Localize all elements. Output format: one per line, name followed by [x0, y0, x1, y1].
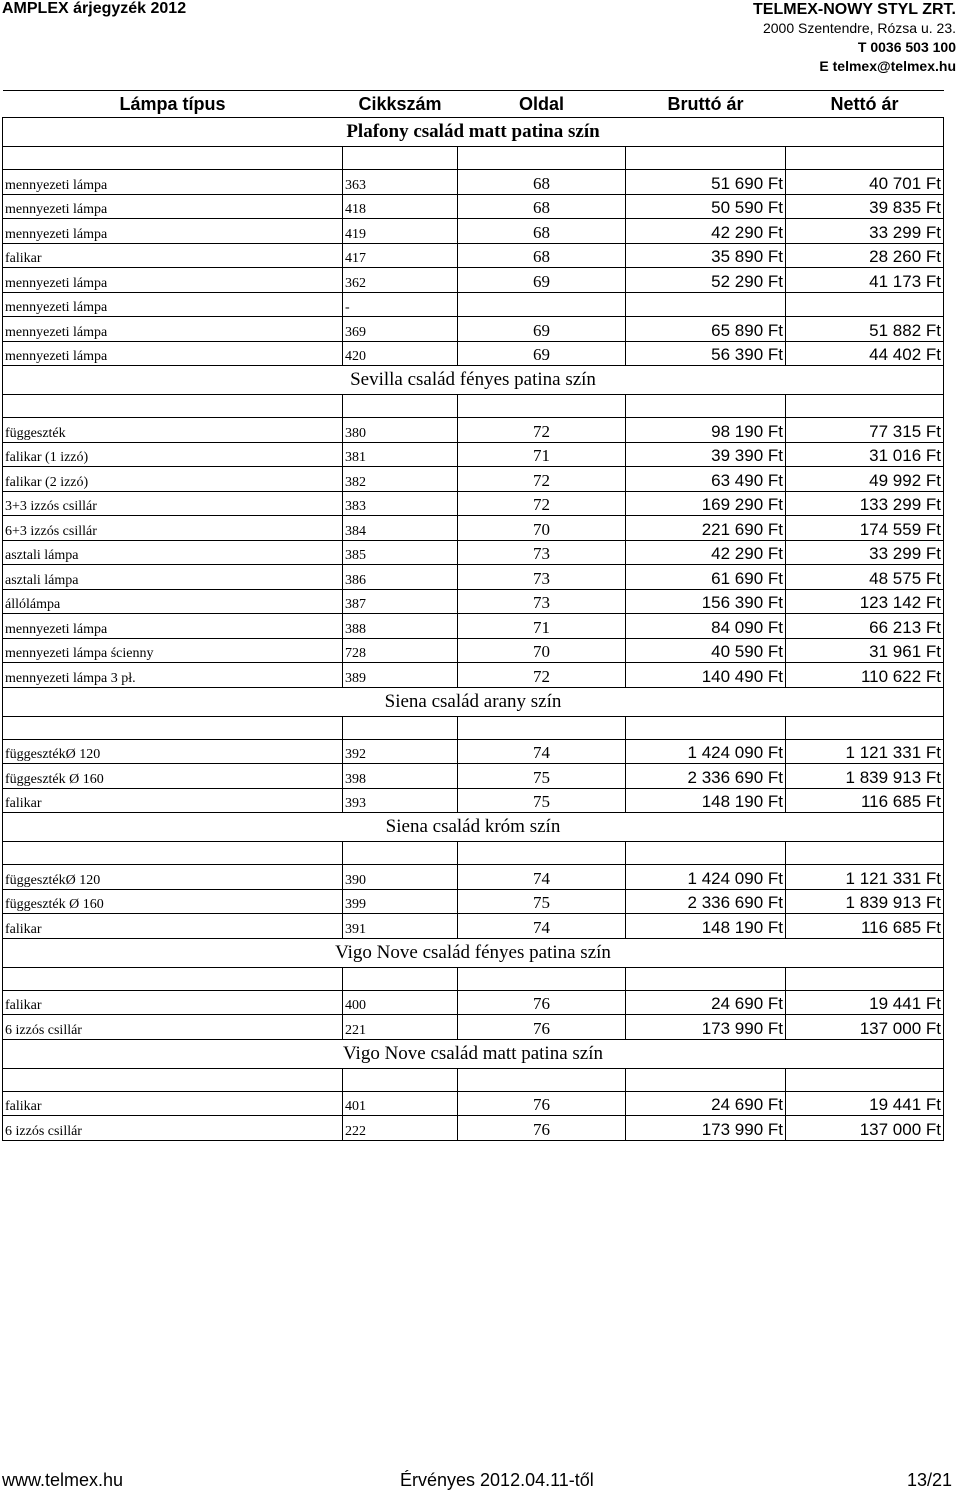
- item-code: 401: [343, 1091, 458, 1116]
- item-code: 392: [343, 739, 458, 764]
- table-row: [3, 788, 944, 813]
- table-row: [3, 442, 944, 467]
- table-row: [3, 170, 944, 195]
- spacer-cell: [3, 395, 343, 418]
- spacer-row: [3, 147, 944, 170]
- table-row: [3, 990, 944, 1015]
- item-net-price: [786, 292, 944, 317]
- item-net-price: 174 559 Ft: [786, 516, 944, 541]
- item-type: mennyezeti lámpa: [3, 219, 343, 244]
- item-type: függesztékØ 120: [3, 865, 343, 890]
- item-gross-price: [626, 292, 786, 317]
- table-row: [3, 467, 944, 492]
- item-gross-price: 156 390 Ft: [626, 589, 786, 614]
- table-row: [3, 1116, 944, 1141]
- item-page: 69: [458, 341, 626, 366]
- spacer-cell: [786, 1068, 944, 1091]
- section-header-row: [3, 118, 944, 147]
- table-row: [3, 589, 944, 614]
- item-code: 381: [343, 442, 458, 467]
- section-header-row: [3, 938, 944, 967]
- item-gross-price: 39 390 Ft: [626, 442, 786, 467]
- company-email: E telmex@telmex.hu: [819, 58, 956, 74]
- item-type: falikar (2 izzó): [3, 467, 343, 492]
- item-net-price: 39 835 Ft: [786, 194, 944, 219]
- company-info: [753, 0, 956, 76]
- spacer-row: [3, 967, 944, 990]
- spacer-cell: [458, 842, 626, 865]
- item-type: falikar: [3, 788, 343, 813]
- item-code: 221: [343, 1015, 458, 1040]
- item-gross-price: 221 690 Ft: [626, 516, 786, 541]
- spacer-row: [3, 842, 944, 865]
- spacer-cell: [786, 716, 944, 739]
- item-gross-price: 40 590 Ft: [626, 638, 786, 663]
- item-type: mennyezeti lámpa: [3, 170, 343, 195]
- item-page: 76: [458, 1116, 626, 1141]
- item-type: 6+3 izzós csillár: [3, 516, 343, 541]
- spacer-cell: [786, 842, 944, 865]
- item-type: 6 izzós csillár: [3, 1015, 343, 1040]
- item-net-price: 40 701 Ft: [786, 170, 944, 195]
- spacer-cell: [626, 1068, 786, 1091]
- table-row: [3, 663, 944, 688]
- table-row: [3, 889, 944, 914]
- document-title: AMPLEX árjegyzék 2012: [2, 0, 187, 17]
- item-type: mennyezeti lámpa ścienny: [3, 638, 343, 663]
- column-header-page: Oldal: [458, 91, 626, 118]
- item-type: függeszték: [3, 418, 343, 443]
- item-net-price: 19 441 Ft: [786, 1091, 944, 1116]
- spacer-cell: [343, 842, 458, 865]
- spacer-cell: [3, 842, 343, 865]
- item-code: 391: [343, 914, 458, 939]
- item-page: [458, 292, 626, 317]
- item-code: 390: [343, 865, 458, 890]
- item-net-price: 1 121 331 Ft: [786, 865, 944, 890]
- item-net-price: 41 173 Ft: [786, 268, 944, 293]
- spacer-cell: [343, 716, 458, 739]
- company-phone: T 0036 503 100: [857, 39, 956, 55]
- item-page: 72: [458, 467, 626, 492]
- item-page: 71: [458, 614, 626, 639]
- table-row: [3, 418, 944, 443]
- company-name: TELMEX-NOWY STYL ZRT.: [753, 1, 956, 18]
- item-page: 68: [458, 194, 626, 219]
- item-gross-price: 24 690 Ft: [626, 990, 786, 1015]
- item-code: 419: [343, 219, 458, 244]
- item-type: falikar: [3, 243, 343, 268]
- item-type: mennyezeti lámpa: [3, 268, 343, 293]
- section-header-row: [3, 687, 944, 716]
- item-gross-price: 65 890 Ft: [626, 317, 786, 342]
- item-gross-price: 42 290 Ft: [626, 219, 786, 244]
- table-row: [3, 614, 944, 639]
- item-net-price: 110 622 Ft: [786, 663, 944, 688]
- item-page: 68: [458, 170, 626, 195]
- item-code: 383: [343, 491, 458, 516]
- item-type: asztali lámpa: [3, 565, 343, 590]
- table-row: [3, 219, 944, 244]
- table-row: [3, 865, 944, 890]
- item-type: falikar: [3, 990, 343, 1015]
- section-title: Plafony család matt patina szín: [3, 118, 944, 147]
- item-gross-price: 63 490 Ft: [626, 467, 786, 492]
- item-code: 386: [343, 565, 458, 590]
- item-net-price: 66 213 Ft: [786, 614, 944, 639]
- section-title: Siena család arany szín: [3, 687, 944, 716]
- item-code: 388: [343, 614, 458, 639]
- item-page: 75: [458, 788, 626, 813]
- spacer-cell: [3, 147, 343, 170]
- item-code: 385: [343, 540, 458, 565]
- item-type: függeszték Ø 160: [3, 889, 343, 914]
- item-page: 69: [458, 317, 626, 342]
- spacer-cell: [458, 967, 626, 990]
- item-gross-price: 1 424 090 Ft: [626, 739, 786, 764]
- item-code: 222: [343, 1116, 458, 1141]
- item-net-price: 33 299 Ft: [786, 219, 944, 244]
- table-row: [3, 341, 944, 366]
- item-page: 68: [458, 219, 626, 244]
- item-code: 399: [343, 889, 458, 914]
- spacer-cell: [786, 395, 944, 418]
- item-type: mennyezeti lámpa 3 pł.: [3, 663, 343, 688]
- table-row: [3, 292, 944, 317]
- table-row: [3, 491, 944, 516]
- spacer-cell: [458, 716, 626, 739]
- spacer-cell: [343, 147, 458, 170]
- item-page: 76: [458, 1091, 626, 1116]
- item-type: asztali lámpa: [3, 540, 343, 565]
- table-row: [3, 1015, 944, 1040]
- table-row: [3, 1091, 944, 1116]
- item-gross-price: 169 290 Ft: [626, 491, 786, 516]
- item-code: 389: [343, 663, 458, 688]
- item-page: 72: [458, 418, 626, 443]
- item-net-price: 19 441 Ft: [786, 990, 944, 1015]
- item-code: 384: [343, 516, 458, 541]
- item-page: 71: [458, 442, 626, 467]
- spacer-cell: [786, 967, 944, 990]
- item-gross-price: 173 990 Ft: [626, 1015, 786, 1040]
- item-gross-price: 84 090 Ft: [626, 614, 786, 639]
- spacer-cell: [3, 967, 343, 990]
- item-net-price: 31 961 Ft: [786, 638, 944, 663]
- spacer-cell: [786, 147, 944, 170]
- item-page: 73: [458, 589, 626, 614]
- spacer-cell: [626, 842, 786, 865]
- item-code: 418: [343, 194, 458, 219]
- item-type: 3+3 izzós csillár: [3, 491, 343, 516]
- section-title: Vigo Nove család matt patina szín: [3, 1039, 944, 1068]
- section-title: Siena család króm szín: [3, 813, 944, 842]
- item-type: falikar: [3, 1091, 343, 1116]
- table-row: [3, 739, 944, 764]
- item-type: mennyezeti lámpa: [3, 341, 343, 366]
- item-page: 75: [458, 889, 626, 914]
- column-header-code: Cikkszám: [343, 91, 458, 118]
- spacer-cell: [343, 395, 458, 418]
- item-code: 393: [343, 788, 458, 813]
- item-code: 380: [343, 418, 458, 443]
- item-code: 362: [343, 268, 458, 293]
- item-gross-price: 42 290 Ft: [626, 540, 786, 565]
- spacer-cell: [626, 716, 786, 739]
- spacer-cell: [458, 395, 626, 418]
- item-net-price: 137 000 Ft: [786, 1116, 944, 1141]
- item-page: 74: [458, 865, 626, 890]
- item-code: 398: [343, 764, 458, 789]
- item-net-price: 77 315 Ft: [786, 418, 944, 443]
- spacer-cell: [3, 716, 343, 739]
- item-gross-price: 50 590 Ft: [626, 194, 786, 219]
- item-page: 70: [458, 638, 626, 663]
- table-row: [3, 268, 944, 293]
- item-gross-price: 173 990 Ft: [626, 1116, 786, 1141]
- spacer-cell: [458, 147, 626, 170]
- item-net-price: 1 839 913 Ft: [786, 889, 944, 914]
- item-page: 76: [458, 1015, 626, 1040]
- item-net-price: 123 142 Ft: [786, 589, 944, 614]
- table-row: [3, 194, 944, 219]
- spacer-row: [3, 395, 944, 418]
- item-gross-price: 61 690 Ft: [626, 565, 786, 590]
- item-net-price: 48 575 Ft: [786, 565, 944, 590]
- company-address: 2000 Szentendre, Rózsa u. 23.: [762, 20, 956, 36]
- item-page: 70: [458, 516, 626, 541]
- table-row: [3, 516, 944, 541]
- item-type: falikar (1 izzó): [3, 442, 343, 467]
- item-type: függesztékØ 120: [3, 739, 343, 764]
- table-row: [3, 565, 944, 590]
- spacer-cell: [3, 1068, 343, 1091]
- item-page: 73: [458, 565, 626, 590]
- price-table-body: [3, 91, 944, 1141]
- table-row: [3, 540, 944, 565]
- item-net-price: 137 000 Ft: [786, 1015, 944, 1040]
- item-code: 369: [343, 317, 458, 342]
- item-code: 420: [343, 341, 458, 366]
- item-gross-price: 2 336 690 Ft: [626, 889, 786, 914]
- item-gross-price: 98 190 Ft: [626, 418, 786, 443]
- item-gross-price: 52 290 Ft: [626, 268, 786, 293]
- item-page: 73: [458, 540, 626, 565]
- item-gross-price: 148 190 Ft: [626, 788, 786, 813]
- spacer-row: [3, 716, 944, 739]
- item-code: 387: [343, 589, 458, 614]
- item-page: 68: [458, 243, 626, 268]
- item-page: 72: [458, 663, 626, 688]
- table-row: [3, 914, 944, 939]
- item-net-price: 49 992 Ft: [786, 467, 944, 492]
- item-net-price: 31 016 Ft: [786, 442, 944, 467]
- spacer-row: [3, 1068, 944, 1091]
- item-gross-price: 35 890 Ft: [626, 243, 786, 268]
- section-header-row: [3, 366, 944, 395]
- item-type: mennyezeti lámpa: [3, 317, 343, 342]
- item-code: 382: [343, 467, 458, 492]
- item-gross-price: 56 390 Ft: [626, 341, 786, 366]
- item-type: falikar: [3, 914, 343, 939]
- column-header-gross: Bruttó ár: [626, 91, 786, 118]
- section-header-row: [3, 1039, 944, 1068]
- item-gross-price: 2 336 690 Ft: [626, 764, 786, 789]
- column-header-net: Nettó ár: [786, 91, 944, 118]
- spacer-cell: [626, 395, 786, 418]
- item-type: mennyezeti lámpa: [3, 292, 343, 317]
- item-net-price: 1 839 913 Ft: [786, 764, 944, 789]
- item-type: függeszték Ø 160: [3, 764, 343, 789]
- item-net-price: 116 685 Ft: [786, 788, 944, 813]
- item-type: mennyezeti lámpa: [3, 614, 343, 639]
- section-title: Sevilla család fényes patina szín: [3, 366, 944, 395]
- spacer-cell: [626, 147, 786, 170]
- item-code: 417: [343, 243, 458, 268]
- column-header-type: Lámpa típus: [3, 91, 343, 118]
- section-header-row: [3, 813, 944, 842]
- item-page: 69: [458, 268, 626, 293]
- footer-website: www.telmex.hu: [2, 1470, 124, 1490]
- spacer-cell: [626, 967, 786, 990]
- item-type: állólámpa: [3, 589, 343, 614]
- footer-validity: Érvényes 2012.04.11-től: [400, 1470, 594, 1490]
- item-page: 76: [458, 990, 626, 1015]
- item-net-price: 33 299 Ft: [786, 540, 944, 565]
- item-gross-price: 51 690 Ft: [626, 170, 786, 195]
- item-gross-price: 148 190 Ft: [626, 914, 786, 939]
- item-code: 363: [343, 170, 458, 195]
- spacer-cell: [343, 1068, 458, 1091]
- item-page: 74: [458, 739, 626, 764]
- section-title: Vigo Nove család fényes patina szín: [3, 938, 944, 967]
- table-row: [3, 317, 944, 342]
- item-code: 728: [343, 638, 458, 663]
- item-gross-price: 24 690 Ft: [626, 1091, 786, 1116]
- table-row: [3, 638, 944, 663]
- item-page: 72: [458, 491, 626, 516]
- item-page: 74: [458, 914, 626, 939]
- item-net-price: 1 121 331 Ft: [786, 739, 944, 764]
- column-header-row: [3, 91, 944, 118]
- item-net-price: 51 882 Ft: [786, 317, 944, 342]
- item-gross-price: 1 424 090 Ft: [626, 865, 786, 890]
- item-code: 400: [343, 990, 458, 1015]
- item-net-price: 28 260 Ft: [786, 243, 944, 268]
- item-type: 6 izzós csillár: [3, 1116, 343, 1141]
- item-page: 75: [458, 764, 626, 789]
- spacer-cell: [343, 967, 458, 990]
- item-net-price: 44 402 Ft: [786, 341, 944, 366]
- item-gross-price: 140 490 Ft: [626, 663, 786, 688]
- table-row: [3, 764, 944, 789]
- item-code: -: [343, 292, 458, 317]
- footer-page-number: 13/21: [906, 1470, 952, 1490]
- item-net-price: 116 685 Ft: [786, 914, 944, 939]
- item-net-price: 133 299 Ft: [786, 491, 944, 516]
- price-table: [2, 90, 944, 1141]
- item-type: mennyezeti lámpa: [3, 194, 343, 219]
- table-row: [3, 243, 944, 268]
- spacer-cell: [458, 1068, 626, 1091]
